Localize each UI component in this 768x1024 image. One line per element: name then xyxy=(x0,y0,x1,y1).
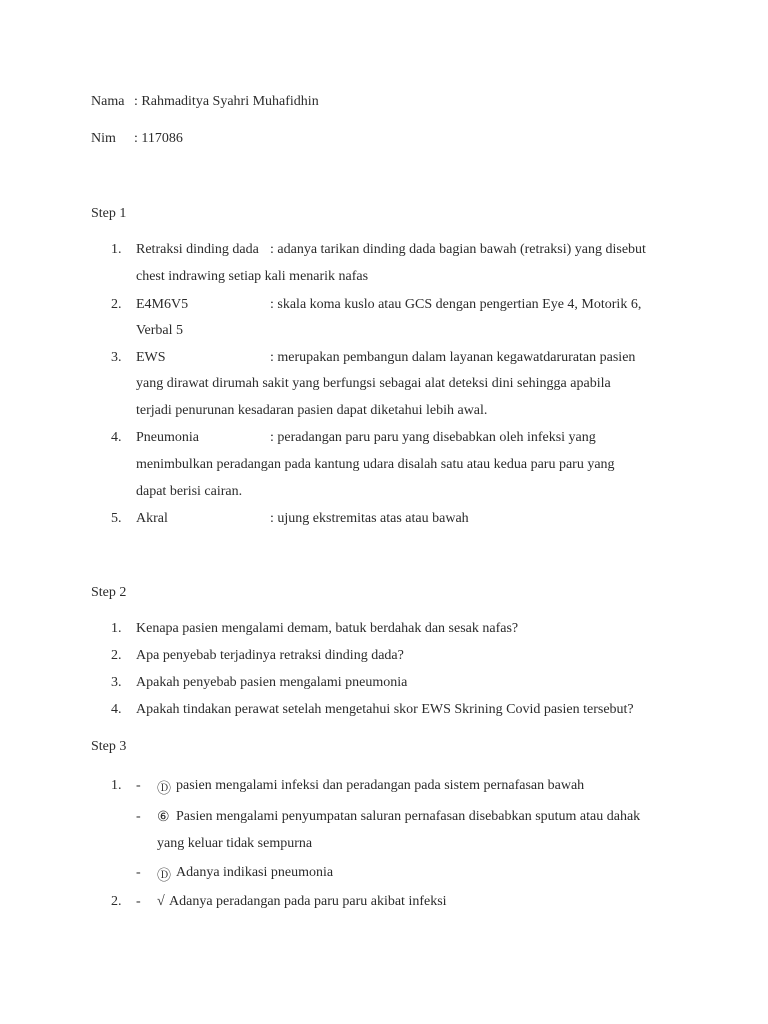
step1-item-term: EWS xyxy=(136,350,166,365)
step2-item-text: Apakah tindakan perawat setelah mengetahui skor EWS Skrining Covid pasien tersebut? xyxy=(136,702,634,717)
check-mark: √ xyxy=(157,894,165,909)
step1-item-definition: terjadi penurunan kesadaran pasien dapat diketahui lebih awal. xyxy=(136,403,488,418)
step3-bullet-text: Adanya peradangan pada paru paru akibat infeksi xyxy=(169,894,447,909)
step1-item-term: Retraksi dinding dada xyxy=(136,242,259,257)
step2-item-text: Apakah penyebab pasien mengalami pneumonia xyxy=(136,675,408,690)
step1-item-term: Pneumonia xyxy=(136,430,199,445)
step1-item-definition: dapat berisi cairan. xyxy=(136,484,243,499)
step1-item-definition: : peradangan paru paru yang disebabkan oleh infeksi yang xyxy=(270,430,596,445)
step2-item-number: 3. xyxy=(111,675,122,690)
step3-bullet-text: Pasien mengalami penyumpatan saluran pernafasan disebabkan sputum atau dahak xyxy=(176,809,641,824)
step1-item-number: 2. xyxy=(111,297,122,312)
step1-item-definition: : merupakan pembangun dalam layanan kegawatdaruratan pasien xyxy=(270,350,636,365)
step1-item-number: 4. xyxy=(111,430,122,445)
step2-heading: Step 2 xyxy=(91,585,127,600)
step1-item-definition: chest indrawing setiap kali menarik nafas xyxy=(136,269,369,284)
step3-heading: Step 3 xyxy=(91,739,127,754)
step2-item-text: Kenapa pasien mengalami demam, batuk berdahak dan sesak nafas? xyxy=(136,621,519,636)
step3-bullet-text: Adanya indikasi pneumonia xyxy=(176,865,334,880)
bullet-dash: - xyxy=(136,865,141,880)
step1-item-number: 5. xyxy=(111,511,122,526)
step2-item-number: 4. xyxy=(111,702,122,717)
step1-heading: Step 1 xyxy=(91,206,127,221)
step1-item-term: Akral xyxy=(136,511,168,526)
step2-item-number: 1. xyxy=(111,621,122,636)
step3-bullet-text: yang keluar tidak sempurna xyxy=(157,836,313,851)
step3-item-number: 1. xyxy=(111,778,122,793)
step1-item-definition: : adanya tarikan dinding dada bagian bawah (retraksi) yang disebut xyxy=(270,242,646,257)
circled-d-mark: Ⓓ xyxy=(157,869,171,884)
step1-item-definition: menimbulkan peradangan pada kantung udara disalah satu atau kedua paru paru yang xyxy=(136,457,615,472)
nim-value: : 117086 xyxy=(134,131,183,146)
step1-item-term: E4M6V5 xyxy=(136,297,189,312)
step2-item-number: 2. xyxy=(111,648,122,663)
step1-item-definition: : ujung ekstremitas atas atau bawah xyxy=(270,511,469,526)
circled-six-mark: ⑥ xyxy=(157,810,170,825)
step1-item-definition: Verbal 5 xyxy=(136,323,184,338)
nim-label: Nim xyxy=(91,131,116,146)
circled-d-mark: Ⓓ xyxy=(157,782,171,797)
step1-item-definition: yang dirawat dirumah sakit yang berfungsi sebagai alat deteksi dini sehingga apabila xyxy=(136,376,611,391)
bullet-dash: - xyxy=(136,809,141,824)
step1-item-definition: : skala koma kuslo atau GCS dengan pengertian Eye 4, Motorik 6, xyxy=(270,297,642,312)
name-label: Nama xyxy=(91,94,125,109)
step1-item-number: 1. xyxy=(111,242,122,257)
step1-item-number: 3. xyxy=(111,350,122,365)
step3-item-number: 2. xyxy=(111,894,122,909)
name-value: : Rahmaditya Syahri Muhafidhin xyxy=(134,94,319,109)
bullet-dash: - xyxy=(136,894,141,909)
step3-bullet-text: pasien mengalami infeksi dan peradangan pada sistem pernafasan bawah xyxy=(176,778,585,793)
step2-item-text: Apa penyebab terjadinya retraksi dinding dada? xyxy=(136,648,404,663)
bullet-dash: - xyxy=(136,778,141,793)
